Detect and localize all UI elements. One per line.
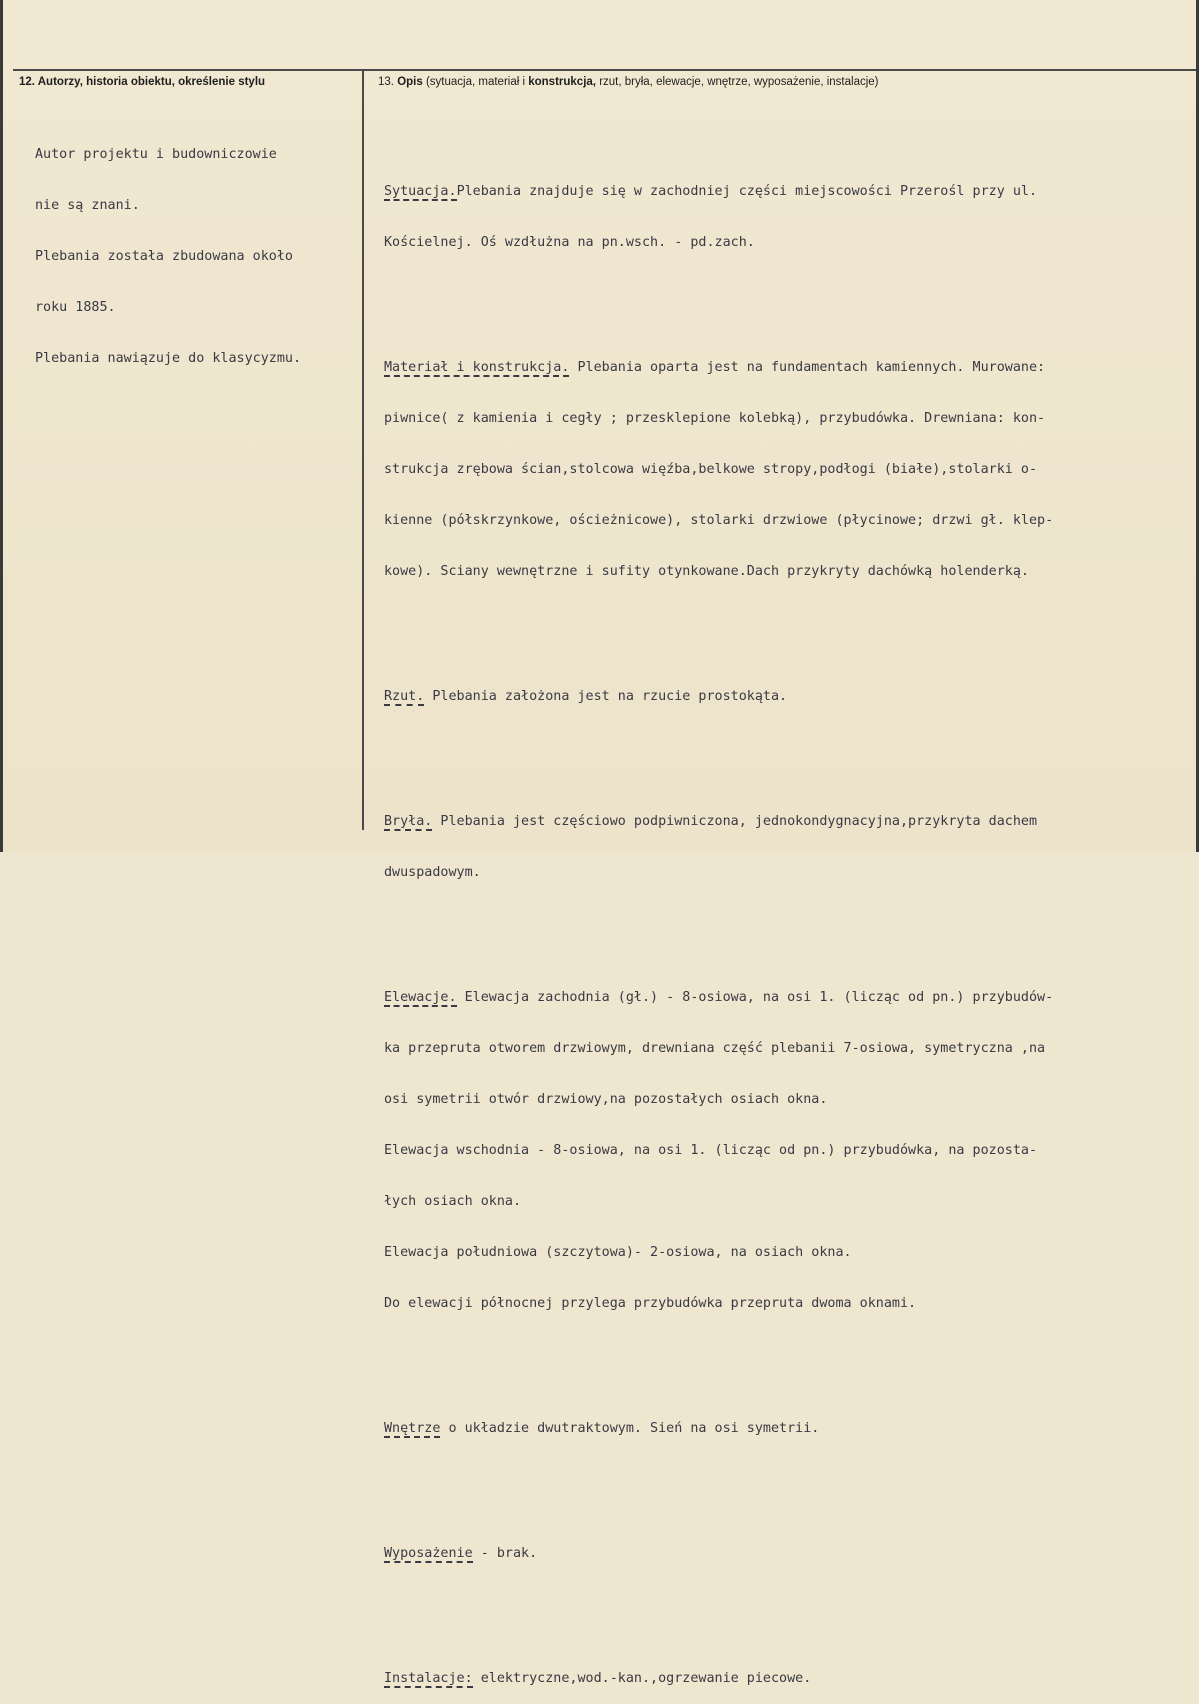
text-line: roku 1885. bbox=[35, 300, 116, 315]
label-rzut: Rzut. bbox=[384, 689, 425, 704]
text-line: Plebania znajduje się w zachodniej części miejscowości Przerośl przy ul. bbox=[456, 184, 1038, 199]
paragraph-wyposazenie bbox=[384, 1511, 1053, 1596]
paragraph-wnetrze bbox=[384, 1386, 1053, 1471]
paragraph-bryla bbox=[384, 779, 1053, 915]
text-line: Kościelnej. Oś wzdłużna na pn.wsch. - pd.zach. bbox=[384, 235, 755, 250]
text-line: strukcja zrębowa ścian,stolcowa więźba,belkowe stropy,podłogi (białe),stolarki o- bbox=[384, 462, 1038, 477]
label-bryla: Bryła. bbox=[384, 814, 433, 829]
section-13-sub-konstrukcja: konstrukcja, bbox=[528, 76, 596, 88]
paragraph-sytuacja bbox=[384, 149, 1053, 285]
section-13-header bbox=[378, 76, 879, 88]
label-sytuacja: Sytuacja. bbox=[384, 184, 457, 199]
paragraph-rzut bbox=[384, 654, 1053, 739]
text-line: nie są znani. bbox=[35, 198, 140, 213]
label-elewacje: Elewacje. bbox=[384, 990, 457, 1005]
text-line: osi symetrii otwór drzwiowy,na pozostałych osiach okna. bbox=[384, 1092, 828, 1107]
label-instalacje: Instalacje: bbox=[384, 1671, 473, 1686]
text-line: Plebania oparta jest na fundamentach kamiennych. Murowane: bbox=[569, 360, 1046, 375]
column-divider bbox=[362, 70, 364, 830]
section-13-sub-b: rzut, bryła, elewacje, wnętrze, wyposażenie, instalacje) bbox=[599, 76, 879, 88]
text-line: piwnice( z kamienia i cegły ; przesklepione kolebką), przybudówka. Drewniana: kon- bbox=[384, 411, 1046, 426]
section-12-text bbox=[35, 112, 301, 401]
text-line: Autor projektu i budowniczowie bbox=[35, 147, 277, 162]
text-line: łych osiach okna. bbox=[384, 1194, 522, 1209]
text-line: Plebania została zbudowana około bbox=[35, 249, 293, 264]
text-line: - brak. bbox=[472, 1546, 538, 1561]
label-wyposazenie: Wyposażenie bbox=[384, 1546, 473, 1561]
paragraph-instalacje bbox=[384, 1636, 1053, 1704]
paragraph-elewacje bbox=[384, 955, 1053, 1346]
text-line: Elewacja wschodnia - 8-osiowa, na osi 1. (licząc od pn.) przybudówka, na pozosta- bbox=[384, 1143, 1038, 1158]
section-13-text bbox=[384, 115, 1053, 1704]
text-line: dwuspadowym. bbox=[384, 865, 481, 880]
section-12-header: 12. Autorzy, historia obiektu, określenie stylu bbox=[19, 76, 266, 88]
section-13-title-opis: Opis bbox=[397, 76, 423, 88]
text-line: o układzie dwutraktowym. Sień na osi symetrii. bbox=[440, 1421, 820, 1436]
section-13-sub-a: (sytuacja, materiał i bbox=[425, 76, 526, 88]
text-line: Do elewacji północnej przylega przybudówka przepruta dwoma oknami. bbox=[384, 1296, 917, 1311]
top-divider bbox=[13, 69, 1196, 71]
label-wnetrze: Wnętrze bbox=[384, 1421, 441, 1436]
text-line: kowe). Sciany wewnętrzne i sufity otynkowane.Dach przykryty dachówką holenderką. bbox=[384, 564, 1029, 579]
text-line: elektryczne,wod.-kan.,ogrzewanie piecowe. bbox=[472, 1671, 812, 1686]
text-line: ka przepruta otworem drzwiowym, drewniana część plebanii 7-osiowa, symetryczna ,na bbox=[384, 1041, 1046, 1056]
text-line: Elewacja zachodnia (gł.) - 8-osiowa, na osi 1. (licząc od pn.) przybudów- bbox=[456, 990, 1054, 1005]
label-material: Materiał i konstrukcja. bbox=[384, 360, 570, 375]
paragraph-material bbox=[384, 325, 1053, 614]
section-13-number: 13. bbox=[378, 76, 394, 88]
text-line: Elewacja południowa (szczytowa)- 2-osiowa, na osiach okna. bbox=[384, 1245, 852, 1260]
text-line: Plebania jest częściowo podpiwniczona, jednokondygnacyjna,przykryta dachem bbox=[432, 814, 1038, 829]
text-line: Plebania założona jest na rzucie prostokąta. bbox=[424, 689, 788, 704]
text-line: kienne (półskrzynkowe, ościeżnicowe), stolarki drzwiowe (płycinowe; drzwi gł. klep- bbox=[384, 513, 1054, 528]
text-line: Plebania nawiązuje do klasycyzmu. bbox=[35, 351, 302, 366]
